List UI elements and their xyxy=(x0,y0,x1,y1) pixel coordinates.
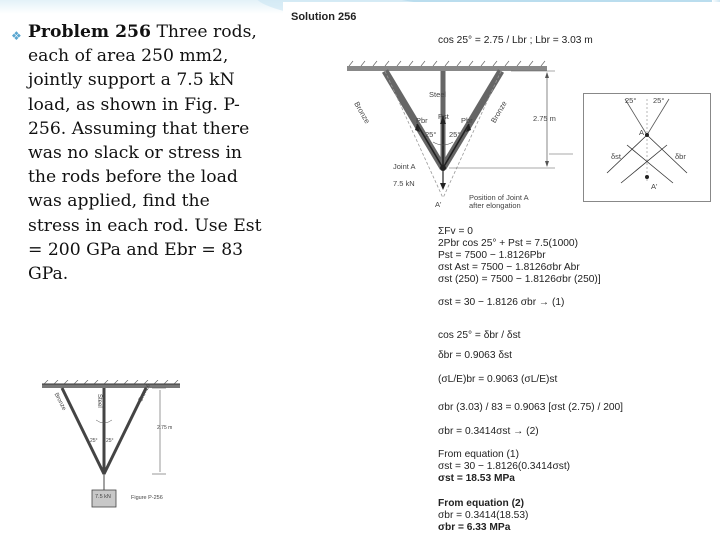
eq-line-15: From equation (2) xyxy=(438,498,525,509)
diagram-angle-left: 25° xyxy=(425,130,437,139)
eq-line-2: 2Pbr cos 25° + Pst = 7.5(1000) xyxy=(438,238,578,249)
fig-angle-left: 25° xyxy=(90,438,98,444)
diagram-load: 7.5 kN xyxy=(393,179,415,188)
fig-left-rod-label: Bronze xyxy=(52,392,67,412)
eq-line-5: σst (250) = 7500 − 1.8126σbr (250)] xyxy=(438,274,601,285)
eq-line-3: Pst = 7500 − 1.8126Pbr xyxy=(438,250,546,261)
diagram-pbr-left: Pbr xyxy=(416,116,428,125)
eq-line-17: σbr = 6.33 MPa xyxy=(438,522,511,533)
diagram-bronze-right: Bronze xyxy=(489,99,509,125)
eq-line-9: (σL/E)br = 0.9063 (σL/E)st xyxy=(438,374,558,385)
diagram-position-note-1: Position of Joint A xyxy=(469,193,529,202)
eq-line-7: cos 25° = δbr / δst xyxy=(438,330,521,341)
diagram-steel: Steel xyxy=(429,90,447,99)
fig-angle-right: 25° xyxy=(106,438,114,444)
eq-line-8: δbr = 0.9063 δst xyxy=(438,350,512,361)
diagram-pbr-right: Pbr xyxy=(461,116,473,125)
eq-line-6: σst = 30 − 1.8126 σbr → (1) xyxy=(438,297,565,308)
solution-title: Solution 256 xyxy=(291,11,357,23)
fig-length-label: 2.75 m xyxy=(157,425,173,431)
diagram-length: 2.75 m xyxy=(533,114,556,123)
eq-line-12: From equation (1) xyxy=(438,449,519,460)
diagram-pst: Pst xyxy=(438,112,449,121)
eq-line-14: σst = 18.53 MPa xyxy=(438,473,515,484)
problem-number: Problem 256 xyxy=(28,22,151,42)
detail-a: A xyxy=(639,128,645,137)
solution-panel xyxy=(283,2,720,540)
fig-caption: Figure P-256 xyxy=(131,495,163,501)
detail-diagram xyxy=(583,93,711,202)
detail-angle-left: 25° xyxy=(625,96,637,105)
diagram-joint: Joint A xyxy=(393,162,416,171)
problem-text: Three rods, each of area 250 mm2, jointly support a 7.5 kN load, as shown in Fig. P-256. Assuming that there was no slack or stress in the rods before the load was applied, find the stress in each rod. Use Est = 200 GPa and Ebr = 83 GPa. xyxy=(28,22,262,285)
figure-p256 xyxy=(40,380,182,510)
detail-a-prime: A' xyxy=(651,182,658,191)
diagram-bronze-left: Bronze xyxy=(352,100,372,126)
fig-right-rod-label: Bronze xyxy=(138,383,152,403)
fig-load-label: 7.5 kN xyxy=(95,494,111,500)
bullet-icon: ❖ xyxy=(11,29,22,43)
solution-cos-relation: cos 25° = 2.75 / Lbr ; Lbr = 3.03 m xyxy=(438,35,593,46)
detail-dst: δst xyxy=(611,152,622,161)
problem-statement xyxy=(11,20,264,286)
eq-line-4: σst Ast = 7500 − 1.8126σbr Abr xyxy=(438,262,580,273)
detail-angle-right: 25° xyxy=(653,96,665,105)
eq-line-11: σbr = 0.3414σst → (2) xyxy=(438,426,539,437)
eq-line-10: σbr (3.03) / 83 = 0.9063 [σst (2.75) / 200] xyxy=(438,402,624,413)
fig-middle-rod-label: Steel xyxy=(96,394,102,408)
eq-line-16: σbr = 0.3414(18.53) xyxy=(438,510,529,521)
eq-line-1: ΣFv = 0 xyxy=(438,226,473,237)
detail-dbr: δbr xyxy=(675,152,686,161)
diagram-position-note-2: after elongation xyxy=(469,201,521,210)
eq-line-13: σst = 30 − 1.8126(0.3414σst) xyxy=(438,461,571,472)
diagram-a-prime: A' xyxy=(435,200,442,209)
diagram-angle-right: 25° xyxy=(449,130,461,139)
